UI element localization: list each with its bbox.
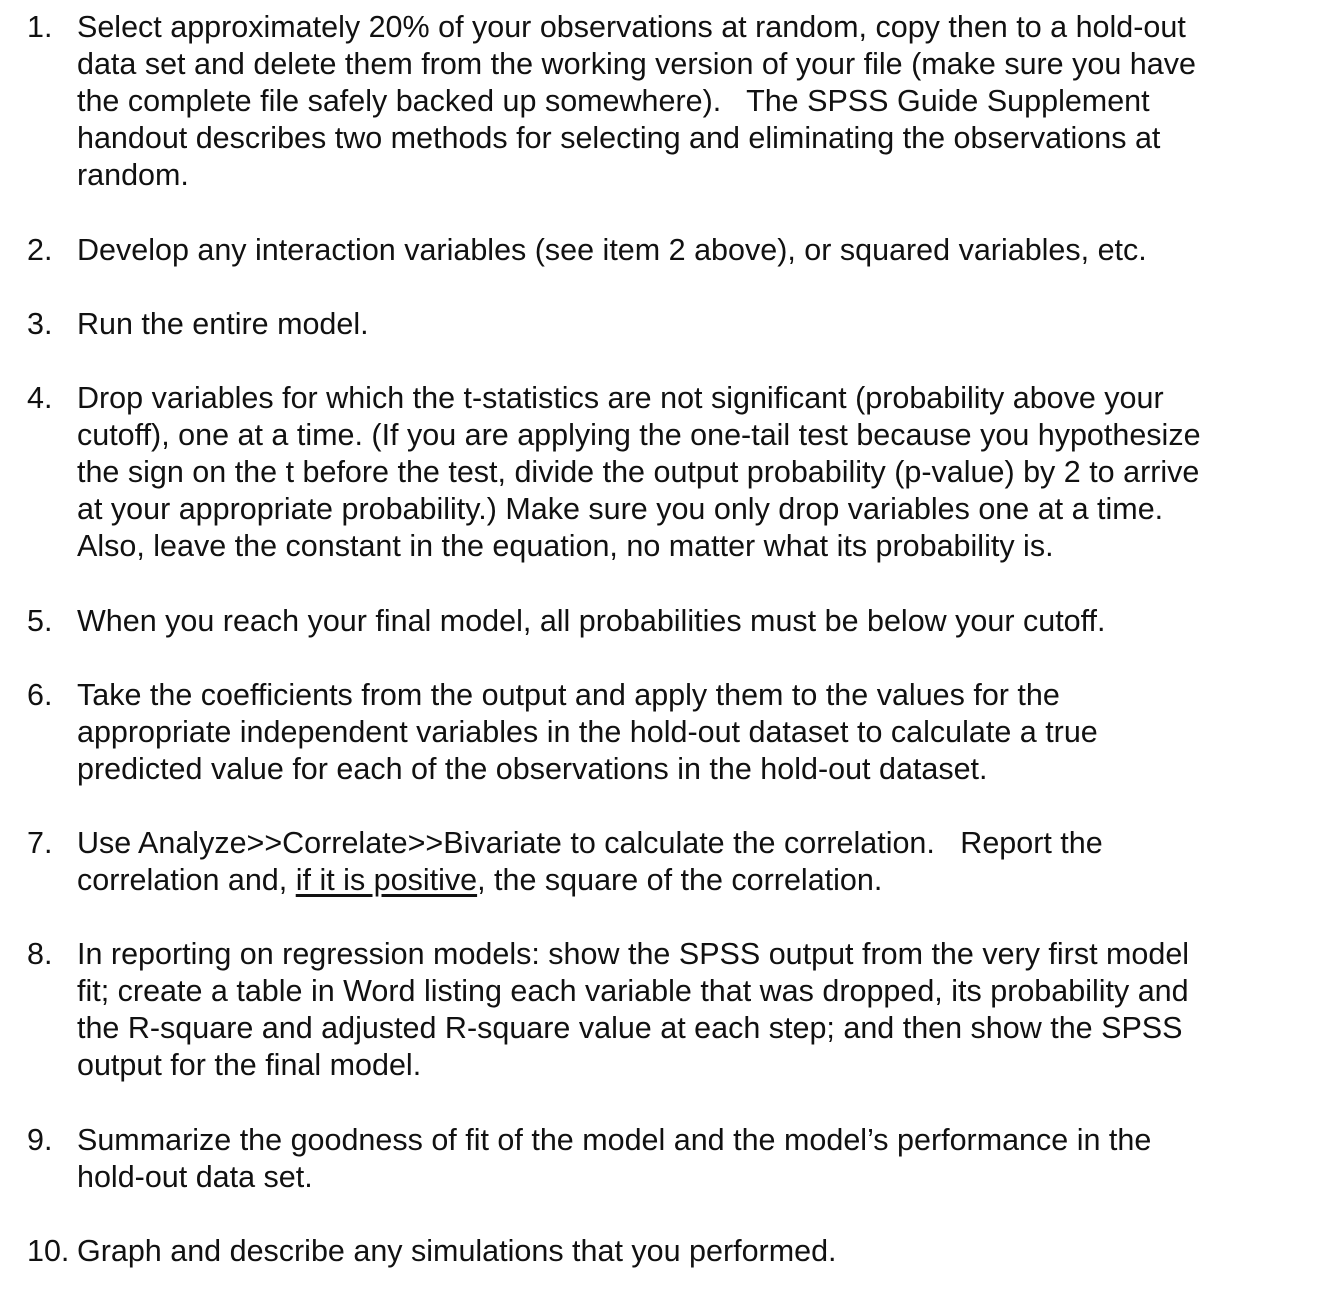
item-number: 4. (27, 381, 53, 415)
text-line: handout describes two methods for selecting and eliminating the observations at (77, 121, 1161, 155)
text-line: In reporting on regression models: show the SPSS output from the very first model (77, 937, 1190, 971)
text-line: data set and delete them from the working version of your file (make sure you have (77, 47, 1196, 81)
text-line: the complete file safely backed up somewhere). The SPSS Guide Supplement (77, 84, 1150, 118)
item-text (77, 677, 1327, 788)
item-number: 7. (27, 826, 53, 860)
text-line: Graph and describe any simulations that you performed. (77, 1234, 837, 1268)
item-number: 6. (27, 678, 53, 712)
item-number: 9. (27, 1123, 53, 1157)
text-line: Summarize the goodness of fit of the model and the model’s performance in the (77, 1123, 1152, 1157)
item-text (77, 380, 1327, 565)
text-line: Run the entire model. (77, 307, 369, 341)
item-number: 5. (27, 604, 53, 638)
text-line: the R-square and adjusted R-square value at each step; and then show the SPSS (77, 1011, 1183, 1045)
text-line: appropriate independent variables in the hold-out dataset to calculate a true (77, 715, 1098, 749)
text-line: Take the coefficients from the output and apply them to the values for the (77, 678, 1060, 712)
underlined-emphasis: if it is positive (295, 863, 478, 897)
text-line: random. (77, 158, 189, 192)
text-line: output for the final model. (77, 1048, 422, 1082)
item-number: 10. (27, 1234, 70, 1268)
text-line: at your appropriate probability.) Make sure you only drop variables one at a time. (77, 492, 1164, 526)
text-line: hold-out data set. (77, 1160, 313, 1194)
text-line: Also, leave the constant in the equation, no matter what its probability is. (77, 529, 1054, 563)
text-segment: , the square of the correlation. (477, 863, 883, 897)
item-number: 3. (27, 307, 53, 341)
item-number: 2. (27, 233, 53, 267)
item-number: 8. (27, 937, 53, 971)
item-text (77, 306, 1327, 343)
text-line: the sign on the t before the test, divide the output probability (p-value) by 2 to arrive (77, 455, 1200, 489)
text-line: cutoff), one at a time. (If you are applying the one-tail test because you hypothesize (77, 418, 1201, 452)
text-line: fit; create a table in Word listing each variable that was dropped, its probability and (77, 974, 1189, 1008)
item-text (77, 9, 1327, 194)
item-text (77, 1122, 1327, 1196)
text-line: predicted value for each of the observations in the hold-out dataset. (77, 752, 988, 786)
text-line: Develop any interaction variables (see item 2 above), or squared variables, etc. (77, 233, 1147, 267)
item-text (77, 825, 1327, 899)
item-text (77, 603, 1327, 640)
text-line (77, 862, 1327, 899)
text-line: Drop variables for which the t-statistics are not significant (probability above your (77, 381, 1164, 415)
text-line: When you reach your final model, all probabilities must be below your cutoff. (77, 604, 1106, 638)
text-line: Select approximately 20% of your observations at random, copy then to a hold-out (77, 10, 1186, 44)
text-segment: correlation and, (77, 863, 296, 897)
item-number: 1. (27, 10, 53, 44)
item-text (77, 1233, 1327, 1270)
text-line: Use Analyze>>Correlate>>Bivariate to calculate the correlation. Report the (77, 826, 1103, 860)
item-text (77, 232, 1327, 269)
item-text (77, 936, 1327, 1084)
